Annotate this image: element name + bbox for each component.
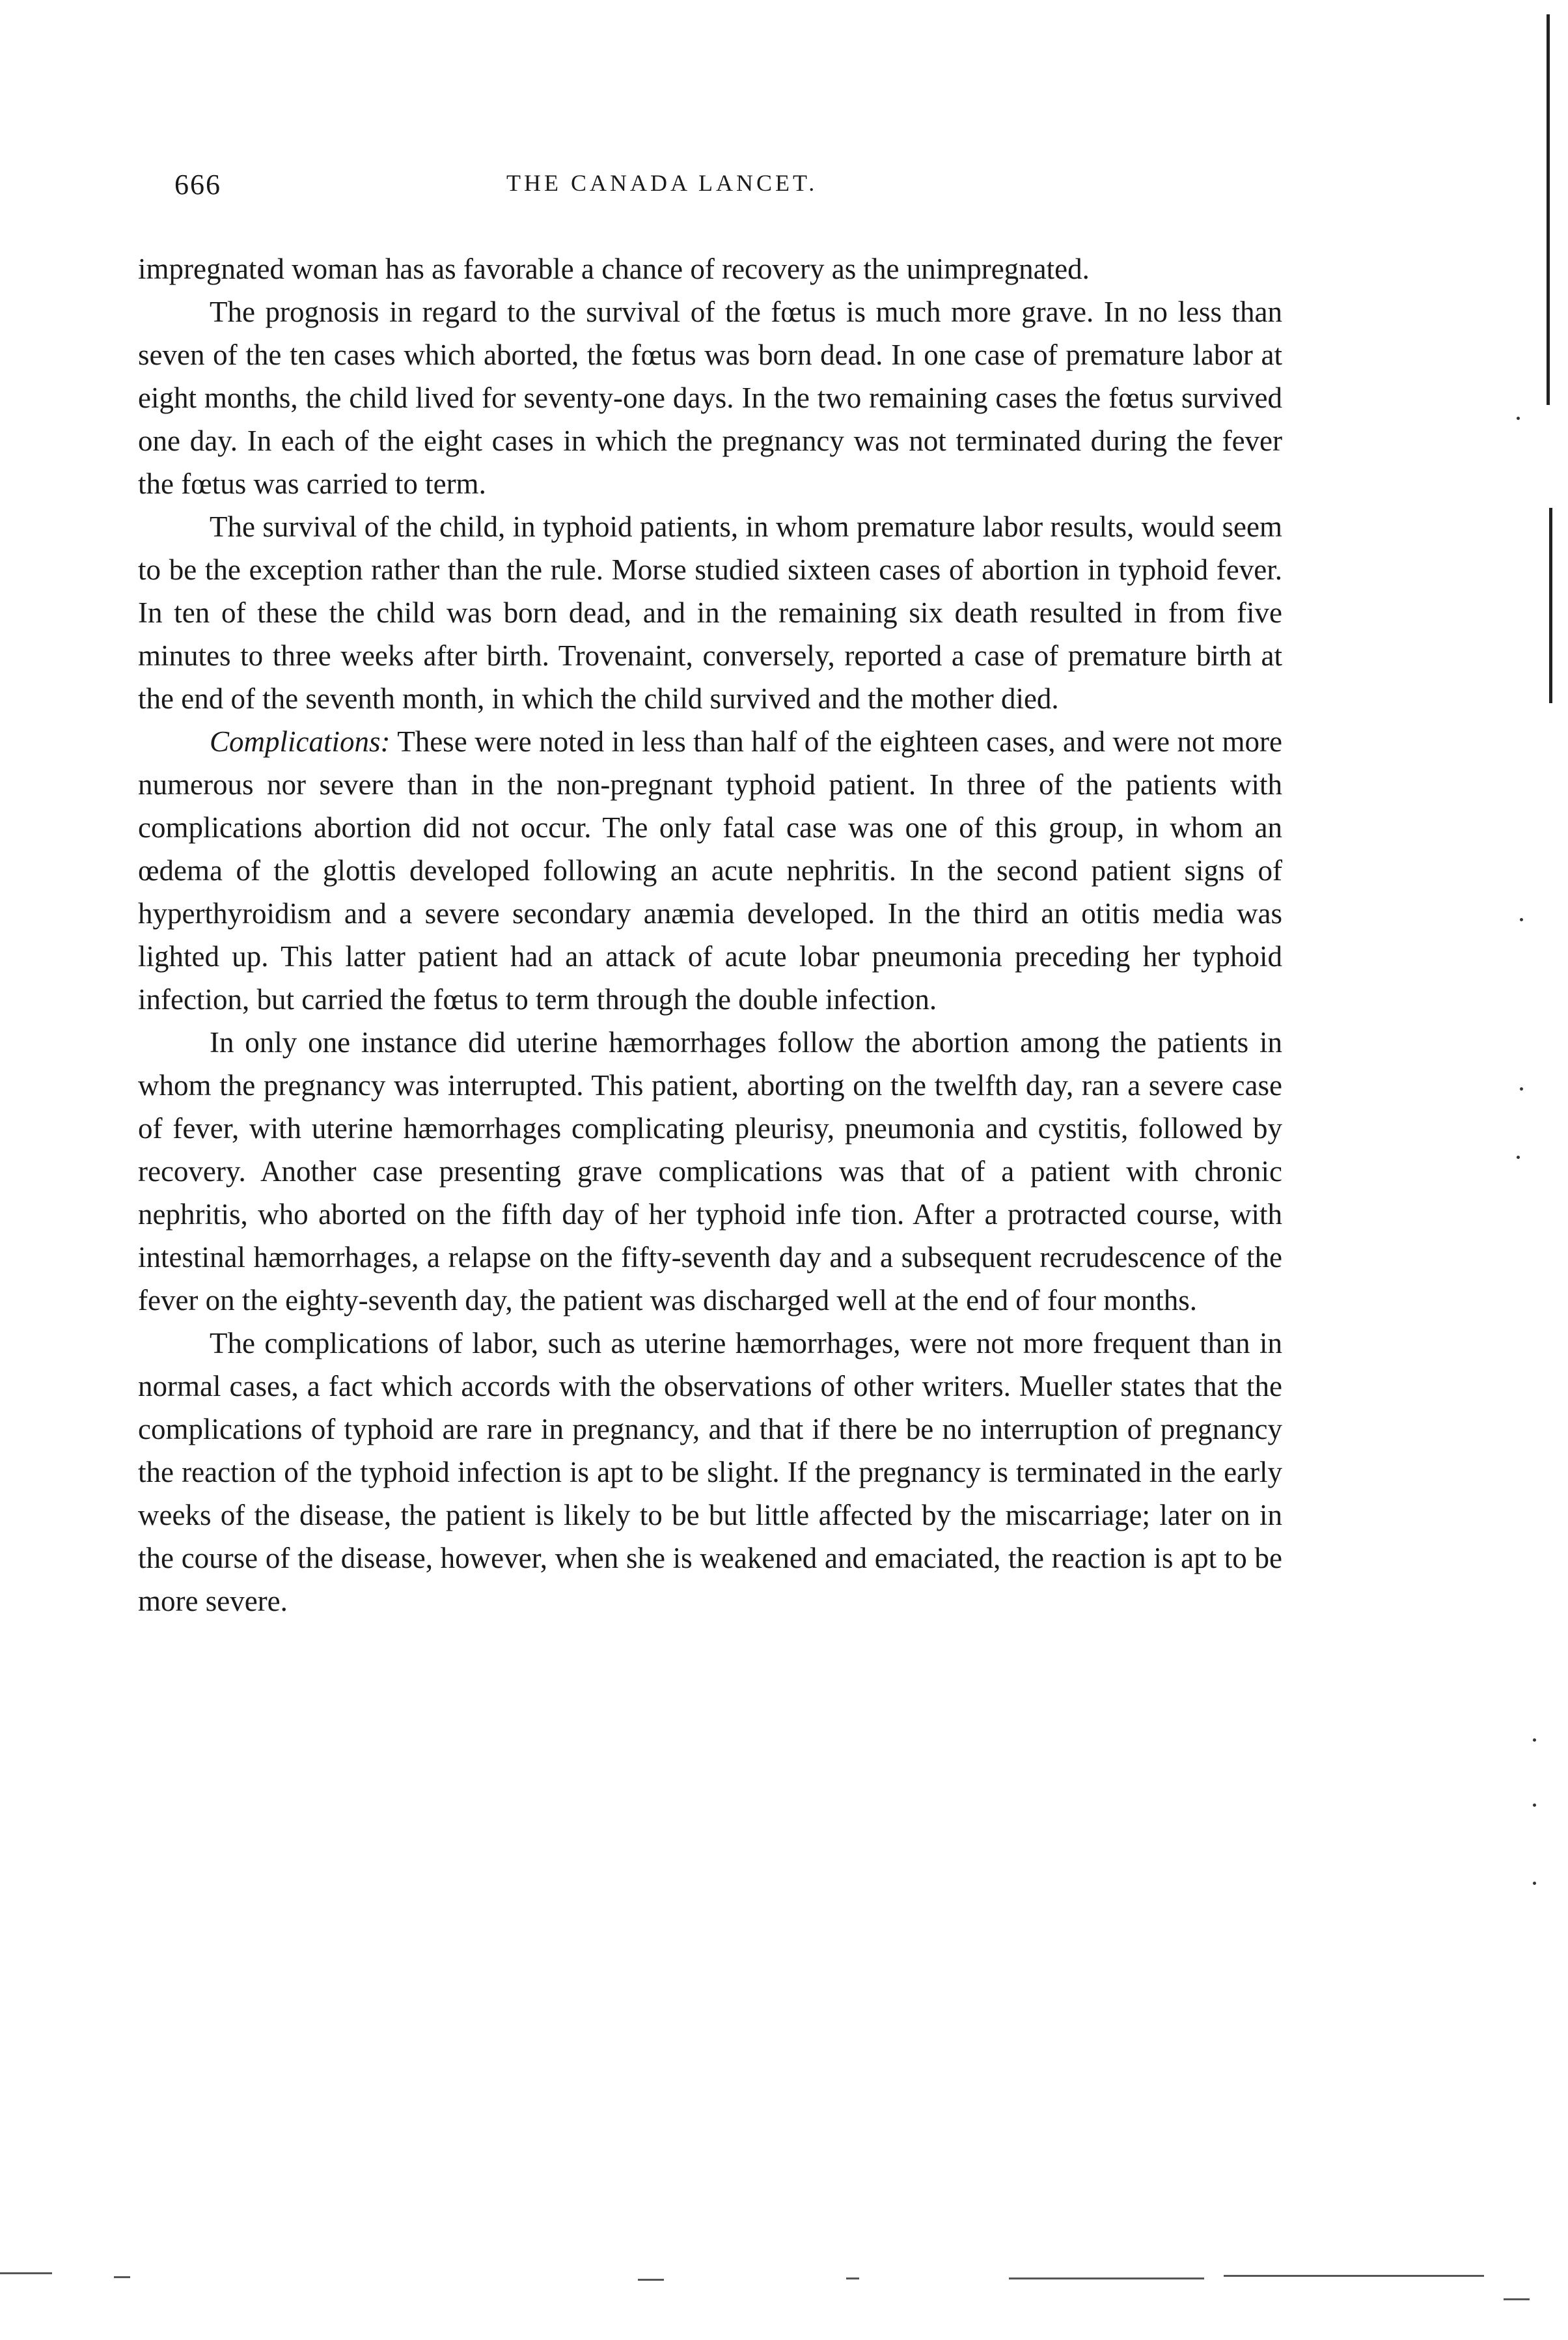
page-number: 666: [174, 169, 221, 201]
noise-line: [1009, 2277, 1204, 2279]
running-title: THE CANADA LANCET.: [506, 170, 818, 196]
paragraph-4: [138, 720, 1282, 1021]
paragraph-2: The prognosis in regard to the survival of the fœtus is much more grave. In no less than seven of the ten cases which aborted, the fœtus was born dead. In one case of premature labor at eight months, the child lived for seventy-one days. In the two remaining cases the fœtus survived one day. In each of the eight cases in which the pregnancy was not terminated during the fever the fœtus was carried to term.: [138, 296, 1282, 500]
paragraph-5: In only one instance did uterine hæmorrhages follow the abortion among the patients in whom the pregnancy was interrupted. This patient, aborting on the twelfth day, ran a severe case of fever, with uterine hæmorrhages complicating pleurisy, pneumonia and cystitis, followed by recovery. Another case presenting grave complications was that of a patient with chronic nephritis, who aborted on the fifth day of her typhoid infe tion. After a protracted course, with intestinal hæmorrhages, a relapse on the fifty-seventh day and a subsequent recrudescence of the fever on the eighty-seventh day, the patient was discharged well at the end of four months.: [138, 1026, 1282, 1316]
margin-speck: [1533, 1882, 1536, 1885]
bottom-scan-noise: [0, 2266, 1568, 2318]
margin-speck: [1533, 1804, 1536, 1807]
paragraph-4-text: These were noted in less than half of the eighteen cases, and were not more numerous nor severe than in the non-pregnant typhoid patient. In three of the patients with complications abortion did not occur. The only fatal case was one of this group, in whom an œdema of the glottis developed following an acute nephritis. In the second patient signs of hyperthyroidism and a severe secondary anæmia developed. In the third an otitis media was lighted up. This latter patient had an attack of acute lobar pneumonia preceding her typhoid infection, but carried the fœtus to term through the double infection.: [138, 725, 1282, 1016]
margin-speck: [1517, 1156, 1520, 1159]
margin-speck: [1520, 918, 1523, 921]
noise-line: [1224, 2275, 1484, 2277]
article-body: [138, 247, 1282, 1623]
margin-binding-line-top: [1547, 14, 1550, 405]
paragraph-6: The complications of labor, such as uterine hæmorrhages, were not more frequent than in normal cases, a fact which accords with the observations of other writers. Mueller states that the complications of typhoid are rare in pregnancy, and that if there be no interruption of pregnancy the reaction of the typhoid infection is apt to be slight. If the pregnancy is terminated in the early weeks of the disease, the patient is likely to be but little affected by the miscarriage; later on in the course of the disease, however, when she is weakened and emaciated, the reaction is apt to be more severe.: [138, 1327, 1282, 1617]
noise-line: [1504, 2298, 1530, 2300]
paragraph-3: The survival of the child, in typhoid patients, in whom premature labor results, would seem to be the exception rather than the rule. Morse studied sixteen cases of abortion in typhoid fever. In ten of these the child was born dead, and in the remaining six death resulted in from five minutes to three weeks after birth. Trovenaint, conversely, reported a case of premature birth at the end of the seventh month, in which the child survived and the mother died.: [138, 510, 1282, 715]
margin-speck: [1533, 1738, 1536, 1742]
margin-binding-line-mid: [1549, 508, 1552, 703]
margin-speck: [1517, 417, 1520, 420]
noise-line: [114, 2276, 130, 2278]
paragraph-1: impregnated woman has as favorable a chance of recovery as the unimpregnated.: [138, 253, 1090, 285]
complications-heading: Complications:: [210, 725, 391, 758]
noise-line: [638, 2279, 664, 2281]
noise-line: [0, 2272, 52, 2274]
margin-speck: [1520, 1087, 1523, 1091]
page-header: [174, 168, 1281, 220]
noise-line: [846, 2277, 859, 2279]
